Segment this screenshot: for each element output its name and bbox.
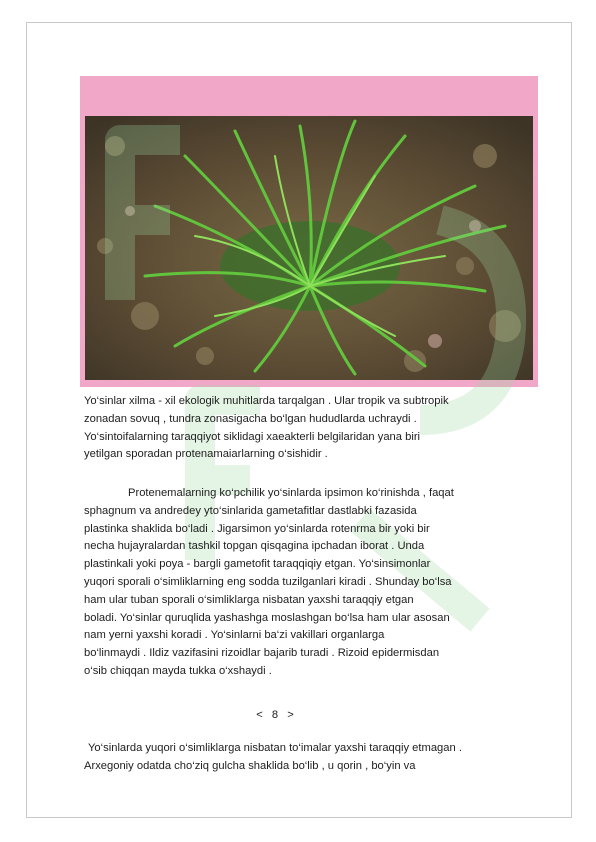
- text-line: ham ular tuban sporali o‘simliklarga nisbatan yaxshi taraqqiy etgan: [84, 593, 414, 606]
- text-line: yuqori sporali o‘simliklarning eng sodda tuzilganlari kiradi . Shunday bo‘lsa: [84, 575, 452, 588]
- text-line: plastinkali yoki poya - bargli gametofit taraqqiqiy etgan. Yo‘sinsimonlar: [84, 558, 431, 571]
- moss-figure: [80, 76, 538, 387]
- text-line: Yo‘sinlar xilma - xil ekologik muhitlarda tarqalgan . Ular tropik va subtropik: [84, 395, 449, 407]
- text-line: Yo‘sinlarda yuqori o‘simliklarga nisbatan to‘imalar yaxshi taraqqiy etmagan .: [88, 742, 462, 754]
- text-line: necha hujayralardan tashkil topgan qisqagina ipchadan iborat . Unda: [84, 540, 425, 553]
- page-number: < 8 >: [256, 709, 294, 721]
- text-line: o‘sib chiqqan mayda tukka o‘xshaydi .: [84, 664, 272, 677]
- paragraph-2: [84, 485, 554, 681]
- paragraph-1: [84, 393, 554, 464]
- text-line: sphagnum va andredey yto‘sinlarida gametafitlar dastlabki fazasida: [84, 504, 417, 517]
- text-line: boladi. Yo‘sinlar quruqlida yashashga moslashgan bo‘lsa ham ular asosan: [84, 611, 450, 624]
- text-line: Yo‘sintoifalarning taraqqiyot siklidagi xaeakterli belgilaridan yana biri: [84, 430, 421, 443]
- text-line: zonadan sovuq , tundra zonasigacha bo‘lgan hududlarda uchraydi .: [84, 412, 417, 425]
- text-line: yetilgan sporadan protenamaiarlarning o‘sishidir .: [84, 448, 328, 461]
- text-line: nam yerni yaxshi koradi . Yo‘sinlarni ba‘zi vakillari organlarga: [84, 629, 385, 642]
- moss-photo: [85, 116, 533, 380]
- text-line: Protenemalarning ko‘pchilik yo‘sinlarda ipsimon ko‘rinishda , faqat: [128, 487, 454, 499]
- paragraph-3: [84, 740, 554, 776]
- text-line: bo‘linmaydi . Ildiz vazifasini rizoidlar bajarib turadi . Rizoid epidermisdan: [84, 647, 440, 660]
- text-line: plastinka shaklida bo‘ladi . Jigarsimon yo‘sinlarda rotenrma bir yoki bir: [84, 522, 430, 535]
- text-line: Arxegoniy odatda cho‘ziq gulcha shaklida bo‘lib , u qorin , bo‘yin va: [84, 759, 416, 772]
